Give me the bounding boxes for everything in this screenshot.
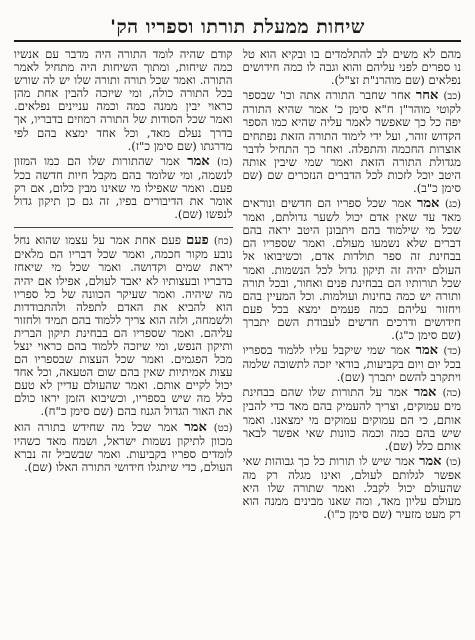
- paragraph-text: אחר שחבר התורה אתה וכו' שבספר לקוטי מוהר"ן ח"א סימן כ' אמר שהיא התורה יפה כל כך שאפשר לאמר עליה שהיא כמו הספר הקדוש זוהר, ועל ידי לימוד התורה הזאת נפתחים אוצרות החכמה והתפלה. ואחר כך התחיל לדבר מגדולת התורה הזאת ואמר שמי שיבין אותה היטב יוכל לזכות לכל הדברים הנזכרים שם (שם סימן כ"ב).: [242, 88, 461, 195]
- left-column: [14, 48, 233, 638]
- paragraph-number: (כב): [443, 91, 461, 103]
- text-columns: [14, 48, 461, 638]
- lead-word: אחר: [415, 88, 439, 104]
- paragraph-text: פעם אחת אמר על עצמו שהוא נחל נובע מקור חכמה, ואמר שכל דבריו הם מלאים יראת שמים וקדושה. ואמר שכל מי שיאחז בדבריו ובעצותיו לא יאבד לעולם, אפילו אם יהיה מה שיהיה. ואמר שעיקר הכוונה של כל ספריו הוא להביא את האדם לתפלה ולהתבודדות ולשמחה, ולזה הוא צריך ללמוד בהם תמיד ולחזור עליהם. ואמר שספריו הם בבחינת תיקון הברית ותיקון הנפש, ומי שיזכה ללמוד בהם כראוי ינצל מכל הפגמים. ואמר שכל העצות שבספריו הם עצות אמיתיות שאין בהם שום הטעאה, וכל אחד יכול לקיים אותם. ואמר שהעולם עדיין לא טעם כלל מה שיש בספריו, וכשיבוא הזמן יראו כולם את האור הגדול הגנוז בהם (שם סימן כ"ח).: [14, 233, 233, 419]
- lead-word: פעם: [186, 233, 209, 249]
- paragraph-text: אמר על התורות שלו שהם בבחינת מים עמוקים, וצריך להעמיק בהם מאד כדי להבין אותם, כי הם עמוקים עמוקים מי ימצאנו. ואמר שיש בהם כמה וכמה כוונות שאי אפשר לבאר אותם כלל (שם).: [242, 385, 461, 453]
- page-header: [14, 14, 461, 42]
- right-column: [243, 48, 462, 638]
- paragraph-number: (כח): [213, 236, 233, 248]
- lead-word: אמר: [413, 385, 437, 401]
- paragraph-text: מהם לא משים לב להתלמדים בו ובקיא הוא טל נו ספרים לפני עליהם והוא וגבה לו כמה חידושים נפלאים (שם מוהרנ"ת זצ"ל).: [242, 48, 461, 88]
- paragraph: [243, 48, 462, 87]
- paragraph: [243, 89, 462, 195]
- lead-word: אמר: [416, 196, 440, 212]
- paragraph-number: (כג): [445, 199, 461, 211]
- paragraph-number: (כז): [217, 156, 233, 168]
- lead-word: אמר: [419, 453, 442, 469]
- paragraph-text: קודם שהיה לומד התורה היה מדבר עם אנשיו כמה שיחות, ומתוך השיחות היה מתחיל לאמר התורה. ואמר שכל תורה ותורה שלו יש לה שורש בכל התורה כולה, ומי שיזכה להבין אחת מהן כראוי יבין ממנה כמה וכמה עניינים נפלאים. ואמר שכל הסודות של התורה רמוזים בדבריו, אך בדרך נעלם מאד, וכל אחד ימצא בהם לפי מדרגתו (שם סימן כ"ז).: [14, 48, 233, 153]
- paragraph-text: אמר שכל ספריו הם חדשים ונוראים מאד עד שאין אדם יכול לשער גדולתם, ואמר שכל מי שילמוד בהם ויתבונן היטב יראה בהם דברים שלא נשמעו מעולם. ואמר שספריו הם בבחינת זה ספר תולדות אדם, וכשיבואו אל העולם יהיה זה תיקון גדול לכל הנשמות. ואמר שכל תורותיו הם בבחינת פנים ואחור, ובכל תורה ותורה יש כמה בחינות ועולמות. וכל המעיין בהם ויחזור עליהם כמה פעמים ימצא בכל פעם חידושים ודרכים חדשים לעבודת השם יתברך (שם סימן כ"ג).: [242, 196, 461, 342]
- paragraph-text: אמר שכל מה שחידש בתורה הוא מכוון לתיקון נשמות ישראל, ושמח מאד כשהיו לומדים ספריו בקביעות. ואמר שבשביל זה נברא העולם, כדי שיתגלו חידושי התורה האלו (שם).: [14, 419, 233, 474]
- paragraph-number: (כד): [443, 346, 461, 358]
- paragraph: [14, 234, 233, 418]
- paragraph-text: אמר שיש לו תורות כל כך גבוהות שאי אפשר לגלותם לעולם, ואינו מגלה רק מה שהעולם יכול לקבל. ואמר שתורה שלו היא מעולם עליון מאד, ומה שאנו מבינים ממנה הוא רק מעט מזעיר (שם סימן כ"ו).: [242, 453, 461, 522]
- paragraph-text: אמר שמי שיקבל עליו ללמוד בספריו בכל יום ויום בקביעות, בודאי יזכה לתשובה שלמה ויתקרב להשם יתברך (שם).: [242, 343, 461, 385]
- lead-word: אמר: [187, 153, 210, 169]
- paragraph-text: אמר שהתורות שלו הם כמו המזון לנשמה, ומי שלומד בהם מקבל חיות חדשה בכל פעם. ואמר שאפילו מי שאינו מבין כלום, אם רק אומר את הדיבורים בפיו, זה גם כן תיקון גדול לנפשו (שם).: [14, 153, 233, 222]
- paragraph: [243, 455, 462, 521]
- lead-word: אמר: [184, 419, 207, 435]
- paragraph-number: (כו): [445, 456, 461, 468]
- paragraph: [14, 421, 233, 474]
- paragraph: [243, 386, 462, 452]
- page-title: שיחות ממעלת תורתו וספריו הק': [110, 15, 365, 38]
- paragraph-number: (כט): [213, 422, 233, 434]
- section-divider: [14, 227, 233, 228]
- paragraph: [14, 155, 233, 221]
- paragraph: [243, 197, 462, 342]
- paragraph: [14, 48, 233, 153]
- paragraph: [243, 344, 462, 384]
- paragraph-number: (כה): [442, 388, 461, 400]
- lead-word: אמר: [415, 343, 439, 359]
